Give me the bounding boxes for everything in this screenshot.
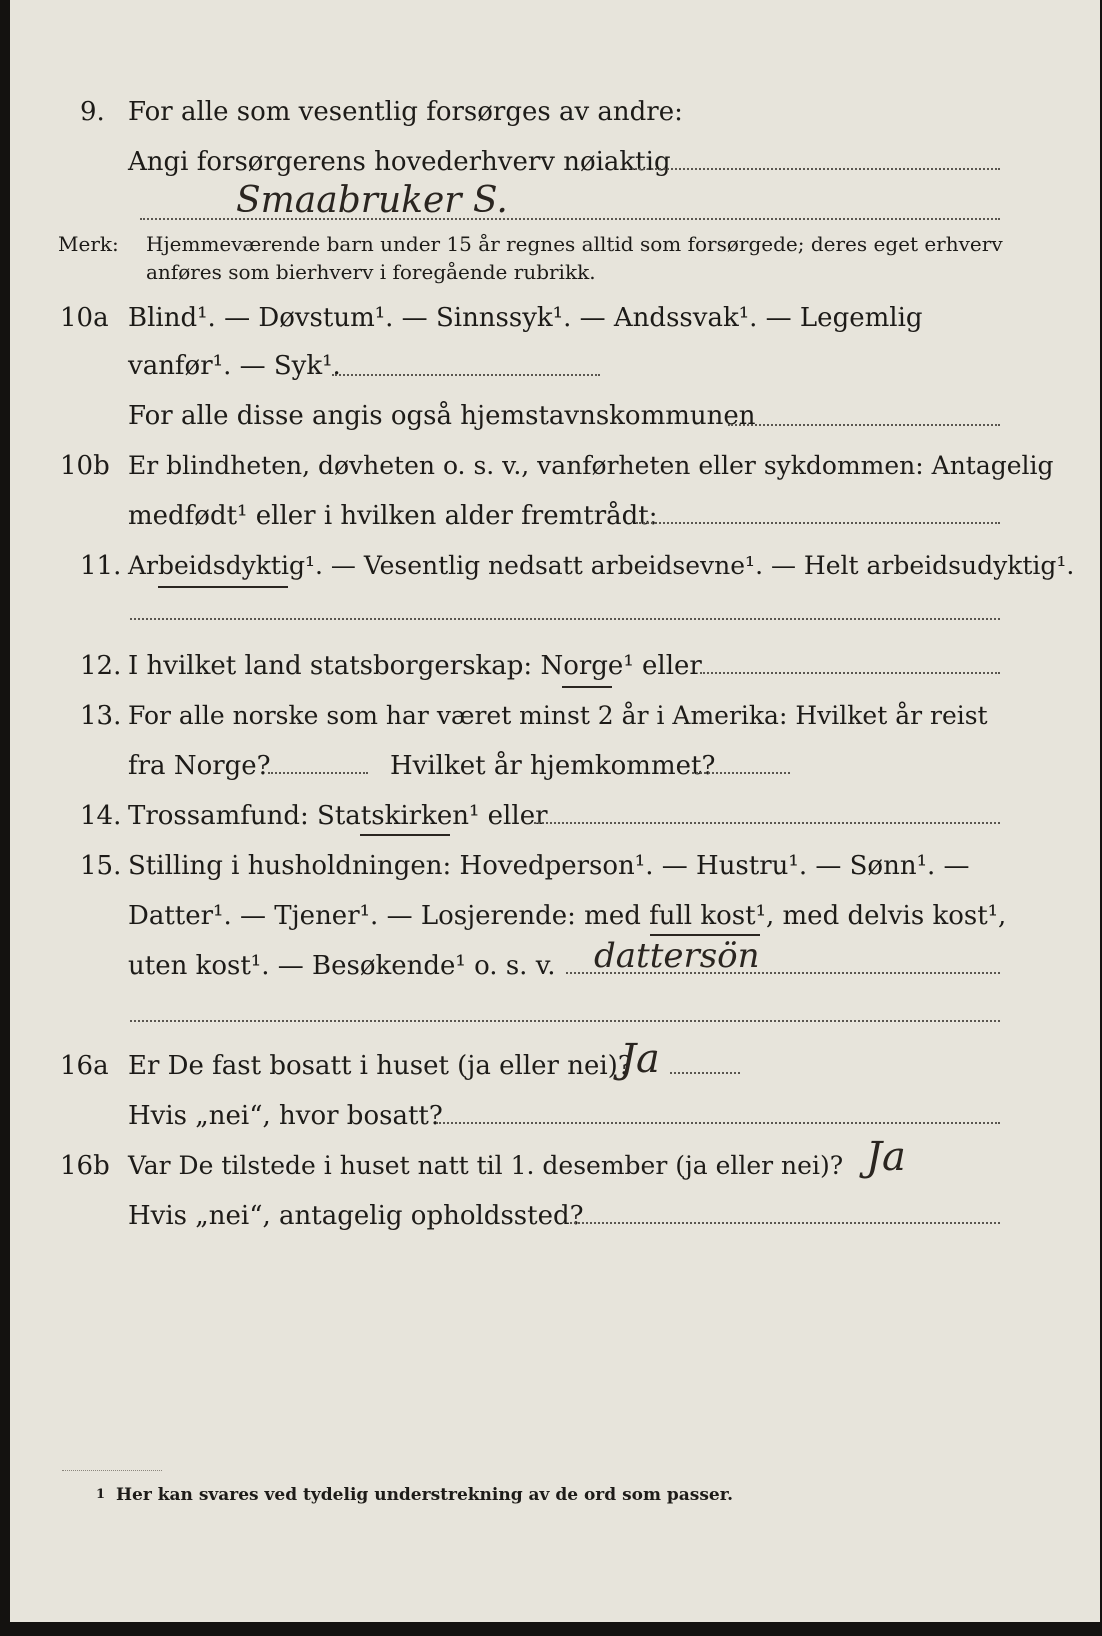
q15-text-1: Stilling i husholdningen: Hovedperson¹. — Hustru¹. — Sønn¹. — (128, 851, 970, 881)
q9-question: Angi forsørgerens hovederhverv nøiaktig (128, 147, 671, 177)
q12-answer-line (700, 672, 1000, 674)
q9-handwritten-answer: Smaabruker S. (236, 180, 508, 221)
q16b-text-2: Hvis „nei“, antagelig opholdssted? (128, 1201, 584, 1231)
merk-text-1: Hjemmeværende barn under 15 år regnes alltid som forsørgede; deres eget erhverv (146, 232, 1003, 256)
q9-answer-line-2 (140, 218, 1000, 220)
census-form-page (10, 0, 1100, 1622)
q10a-answer-line-2 (728, 424, 1000, 426)
q13-answer-line-2 (692, 772, 790, 774)
q16a-text-2: Hvis „nei“, hvor bosatt? (128, 1101, 443, 1131)
footnote-separator (62, 1470, 162, 1471)
q10b-number: 10b (60, 451, 110, 481)
q10a-number: 10a (60, 303, 109, 333)
q15-handwritten-answer: dattersön (594, 936, 760, 976)
q15-answer-line-2 (130, 1020, 1000, 1022)
q15-text-3: uten kost¹. — Besøkende¹ o. s. v. (128, 951, 556, 981)
q14-handwritten-underline (360, 834, 450, 836)
q15-number: 15. (80, 851, 122, 881)
q11-number: 11. (80, 551, 122, 581)
q15-text-2: Datter¹. — Tjener¹. — Losjerende: med full kost¹, med delvis kost¹, (128, 901, 1007, 931)
q16a-number: 16a (60, 1051, 109, 1081)
q10a-text-3: For alle disse angis også hjemstavnskommunen (128, 401, 756, 431)
q13-text-2a: fra Norge? (128, 751, 271, 781)
q14-number: 14. (80, 801, 122, 831)
q13-text-1: For alle norske som har været minst 2 år i Amerika: Hvilket år reist (128, 701, 988, 730)
q16b-text-1: Var De tilstede i huset natt til 1. desember (ja eller nei)? (128, 1151, 844, 1180)
q16a-text-1: Er De fast bosatt i huset (ja eller nei)? (128, 1051, 632, 1081)
q16b-number: 16b (60, 1151, 110, 1181)
q11-answer-line (130, 618, 1000, 620)
q12-handwritten-underline (562, 686, 612, 688)
q13-text-2b: Hvilket år hjemkommet? (390, 751, 716, 781)
footnote-text: Her kan svares ved tydelig understrekning av de ord som passer. (116, 1485, 734, 1505)
q10b-text-1: Er blindheten, døvheten o. s. v., vanførheten eller sykdommen: Antagelig (128, 451, 1054, 480)
q16b-handwritten-answer: Ja (866, 1134, 906, 1180)
merk-text-2: anføres som bierhverv i foregående rubrikk. (146, 260, 596, 284)
q16b-answer-line (570, 1222, 1000, 1224)
q14-answer-line (534, 822, 1000, 824)
q14-text: Trossamfund: Statskirken¹ eller (128, 801, 548, 831)
merk-label: Merk: (58, 232, 119, 256)
q9-answer-line-1 (632, 168, 1000, 170)
q16a-answer-line-1 (670, 1072, 740, 1074)
q13-answer-line-1 (268, 772, 368, 774)
q10b-answer-line (636, 522, 1000, 524)
q10a-text-1: Blind¹. — Døvstum¹. — Sinnssyk¹. — Andssvak¹. — Legemlig (128, 303, 923, 333)
q10b-text-2: medfødt¹ eller i hvilken alder fremtrådt: (128, 501, 658, 531)
q9-number: 9. (80, 97, 105, 127)
footnote-mark: 1 (96, 1487, 106, 1502)
q16a-handwritten-answer: Ja (620, 1036, 660, 1082)
q10a-answer-line-1 (332, 374, 600, 376)
q12-number: 12. (80, 651, 122, 681)
q13-number: 13. (80, 701, 122, 731)
q10a-text-2: vanfør¹. — Syk¹. (128, 351, 341, 381)
q12-text: I hvilket land statsborgerskap: Norge¹ eller (128, 651, 702, 681)
q16a-answer-line-2 (436, 1122, 1000, 1124)
q11-handwritten-underline (158, 586, 288, 588)
q9-text: For alle som vesentlig forsørges av andre: (128, 97, 683, 127)
q11-text: Arbeidsdyktig¹. — Vesentlig nedsatt arbeidsevne¹. — Helt arbeidsudyktig¹. (128, 551, 1075, 580)
q15-answer-line-1 (566, 972, 1000, 974)
